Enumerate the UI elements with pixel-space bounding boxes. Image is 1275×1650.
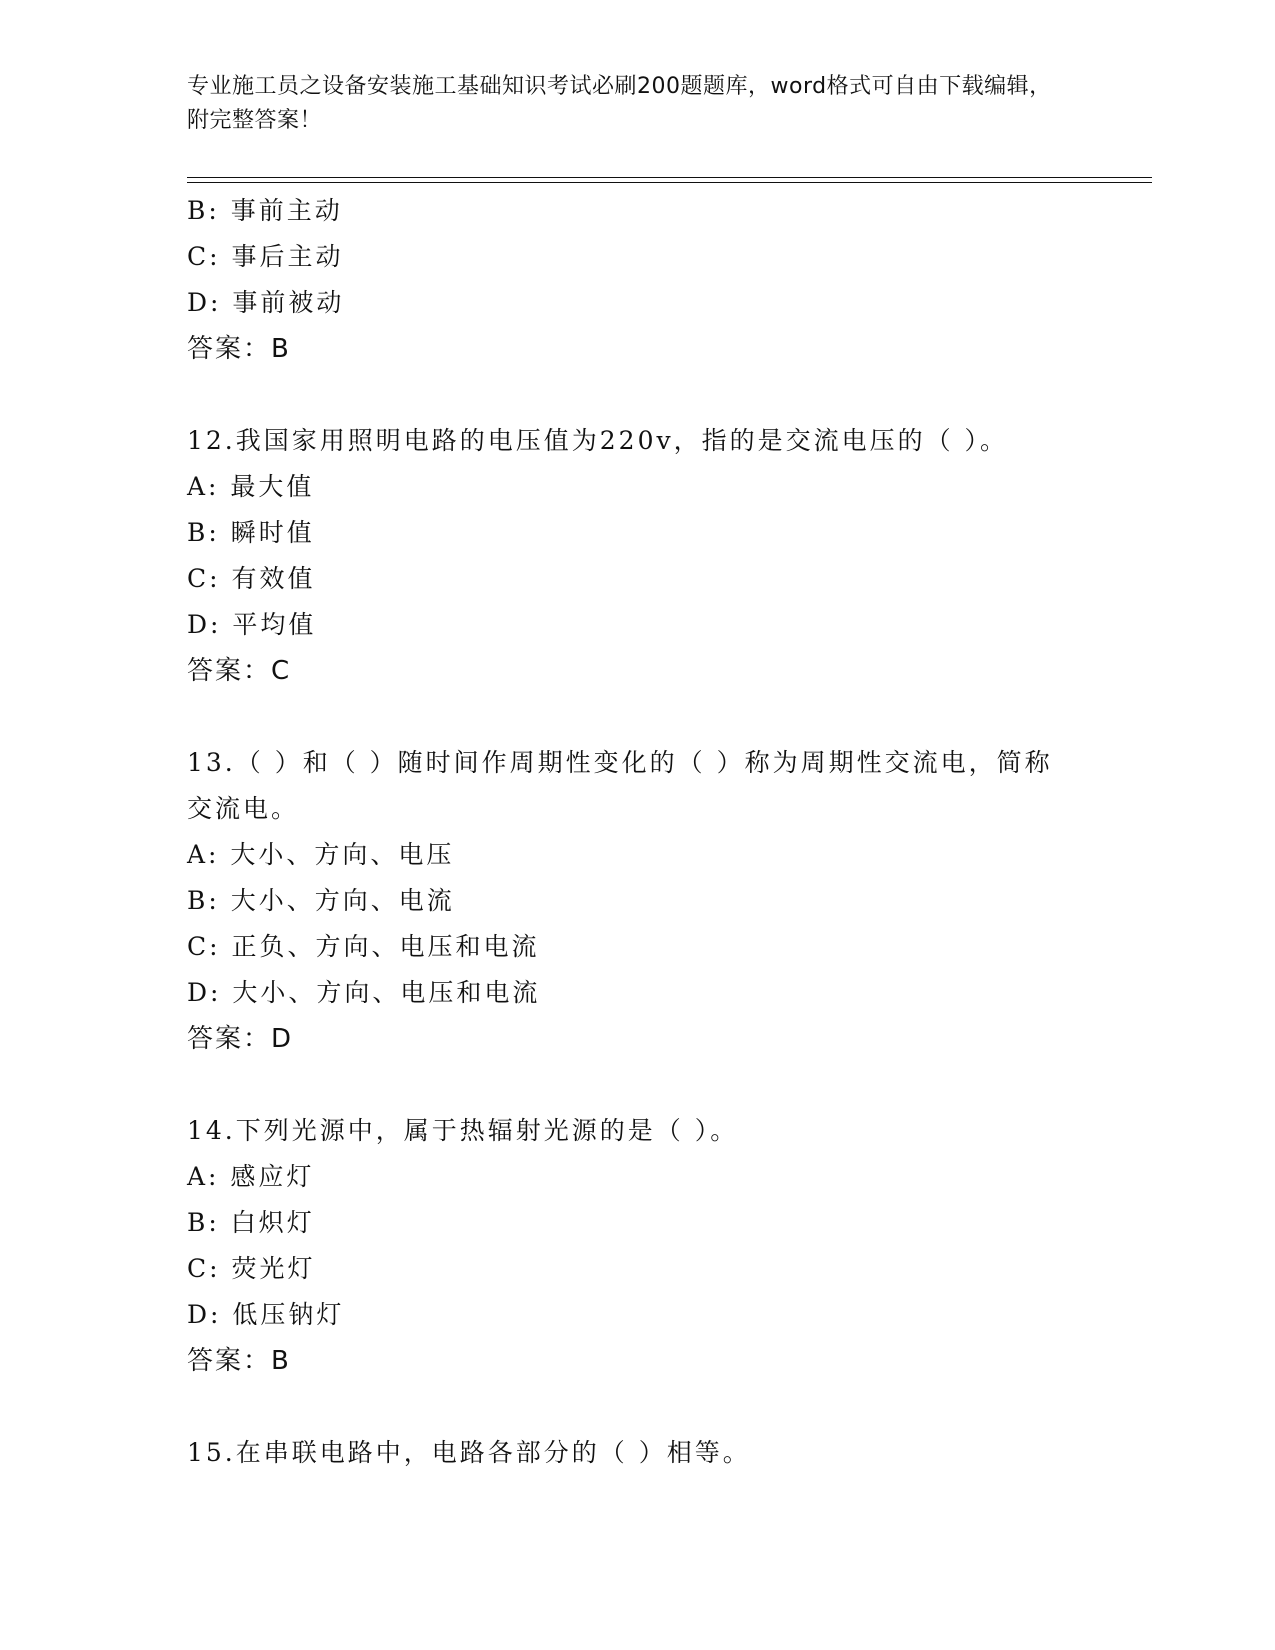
option-b: B: 瞬时值 (187, 518, 315, 547)
question-partial (187, 188, 1087, 372)
question-text: 15.在串联电路中，电路各部分的（ ）相等。 (187, 1438, 751, 1467)
answer-line: 答案：B (187, 1346, 291, 1376)
option-d: D: 低压钠灯 (187, 1300, 345, 1329)
answer-line: 答案：B (187, 334, 291, 364)
option-a: A: 最大值 (187, 472, 315, 501)
option-b: B: 白炽灯 (187, 1208, 315, 1237)
option-d: D: 大小、方向、电压和电流 (187, 978, 541, 1007)
document-header: 专业施工员之设备安装施工基础知识考试必刷200题题库，word格式可自由下载编辑，附完整答案！ (187, 74, 1052, 133)
question-15 (187, 1430, 1087, 1476)
option-c: C: 有效值 (187, 564, 316, 593)
option-d: D: 平均值 (187, 610, 317, 639)
option-a: A: 大小、方向、电压 (187, 840, 455, 869)
option-d: D: 事前被动 (187, 288, 345, 317)
spacer (187, 372, 1087, 418)
question-text: 12.我国家用照明电路的电压值为220v，指的是交流电压的（ ）。 (187, 426, 1009, 455)
option-c: C: 正负、方向、电压和电流 (187, 932, 540, 961)
answer-line: 答案：C (187, 656, 292, 686)
document-body (187, 188, 1087, 1476)
question-13 (187, 740, 1087, 1062)
option-c: C: 事后主动 (187, 242, 344, 271)
spacer (187, 1062, 1087, 1108)
answer-line: 答案：D (187, 1024, 294, 1054)
question-text: 13.（ ）和（ ）随时间作周期性变化的（ ）称为周期性交流电，简称交流电。 (187, 748, 1053, 823)
option-c: C: 荧光灯 (187, 1254, 316, 1283)
question-12 (187, 418, 1087, 694)
question-14 (187, 1108, 1087, 1384)
header-rule-top (187, 177, 1152, 178)
option-b: B: 大小、方向、电流 (187, 886, 455, 915)
header-rule-bottom (187, 182, 1152, 183)
option-a: A: 感应灯 (187, 1162, 315, 1191)
question-text: 14.下列光源中，属于热辐射光源的是（ ）。 (187, 1116, 739, 1145)
option-b: B: 事前主动 (187, 196, 343, 225)
spacer (187, 694, 1087, 740)
spacer (187, 1384, 1087, 1430)
